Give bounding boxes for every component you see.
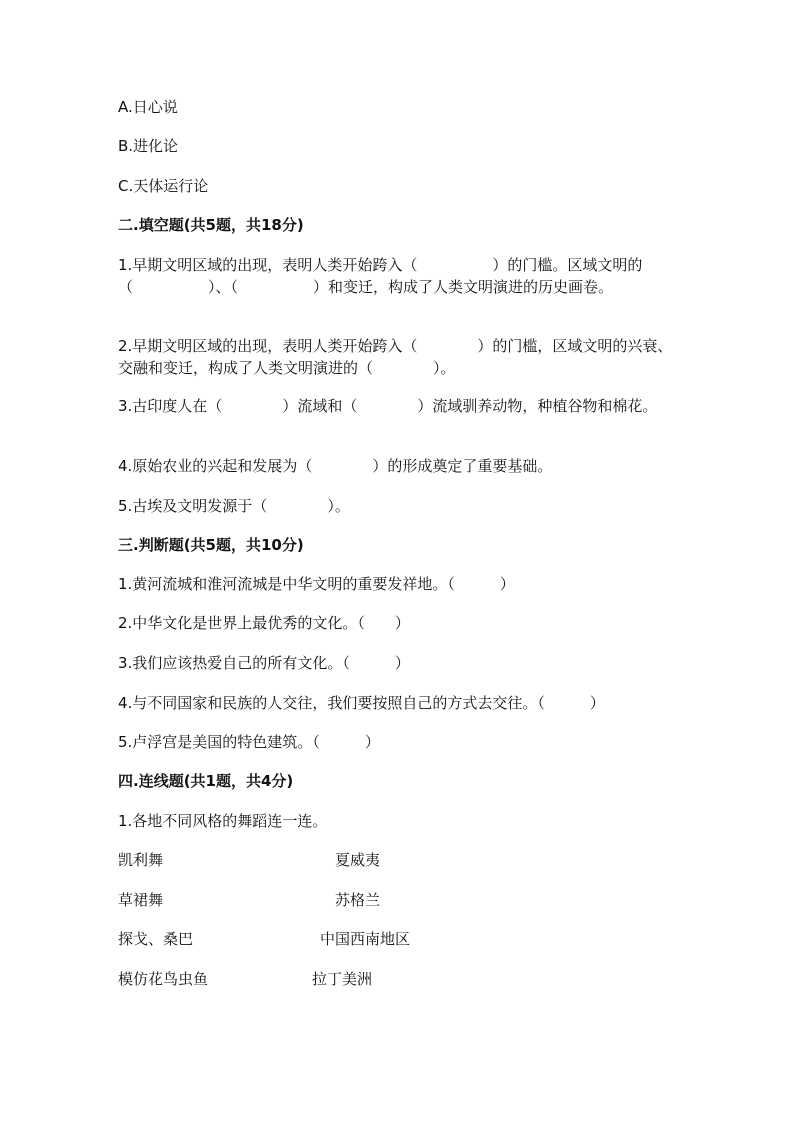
fill-blank-question-3: 3.古印度人在（ ）流域和（ ）流域驯养动物，种植谷物和棉花。	[118, 397, 658, 415]
matching-right-item-2: 苏格兰	[335, 891, 381, 909]
section-true-false-title: 三.判断题(共5题，共10分)	[118, 536, 304, 554]
matching-left-item-2: 草裙舞	[118, 891, 164, 909]
true-false-question-4: 4.与不同国家和民族的人交往，我们要按照自己的方式去交往。（ ）	[118, 694, 605, 712]
matching-right-item-4: 拉丁美洲	[312, 970, 373, 988]
fill-blank-question-2: 2.早期文明区域的出现，表明人类开始跨入（ ）的门槛，区域文明的兴衰、交融和变迁，构成了人类文明演进的（ ）。	[118, 337, 673, 377]
section-matching-title: 四.连线题(共1题，共4分)	[118, 772, 294, 790]
fill-blank-question-4: 4.原始农业的兴起和发展为（ ）的形成奠定了重要基础。	[118, 457, 553, 475]
choice-option-b: B.进化论	[118, 137, 179, 155]
matching-left-item-4: 模仿花鸟虫鱼	[118, 970, 209, 988]
choice-option-c: C.天体运行论	[118, 177, 209, 195]
true-false-question-5: 5.卢浮宫是美国的特色建筑。（ ）	[118, 733, 380, 751]
section-fill-blank-title: 二.填空题(共5题，共18分)	[118, 216, 304, 234]
matching-left-item-3: 探戈、桑巴	[118, 930, 194, 948]
true-false-question-1: 1.黄河流城和淮河流城是中华文明的重要发祥地。（ ）	[118, 575, 515, 593]
fill-blank-question-5: 5.古埃及文明发源于（ ）。	[118, 497, 350, 515]
matching-right-item-1: 夏威夷	[335, 851, 381, 869]
true-false-question-2: 2.中华文化是世界上最优秀的文化。（ ）	[118, 614, 410, 632]
fill-blank-question-1: 1.早期文明区域的出现，表明人类开始跨入（ ）的门槛。区域文明的（ ）、（ ）和变迁，构成了人类文明演进的历史画卷。	[118, 256, 643, 296]
choice-option-a: A.日心说	[118, 98, 178, 116]
matching-right-item-3: 中国西南地区	[320, 930, 411, 948]
matching-question: 1.各地不同风格的舞蹈连一连。	[118, 812, 328, 830]
matching-left-item-1: 凯利舞	[118, 851, 164, 869]
true-false-question-3: 3.我们应该热爱自己的所有文化。（ ）	[118, 654, 410, 672]
